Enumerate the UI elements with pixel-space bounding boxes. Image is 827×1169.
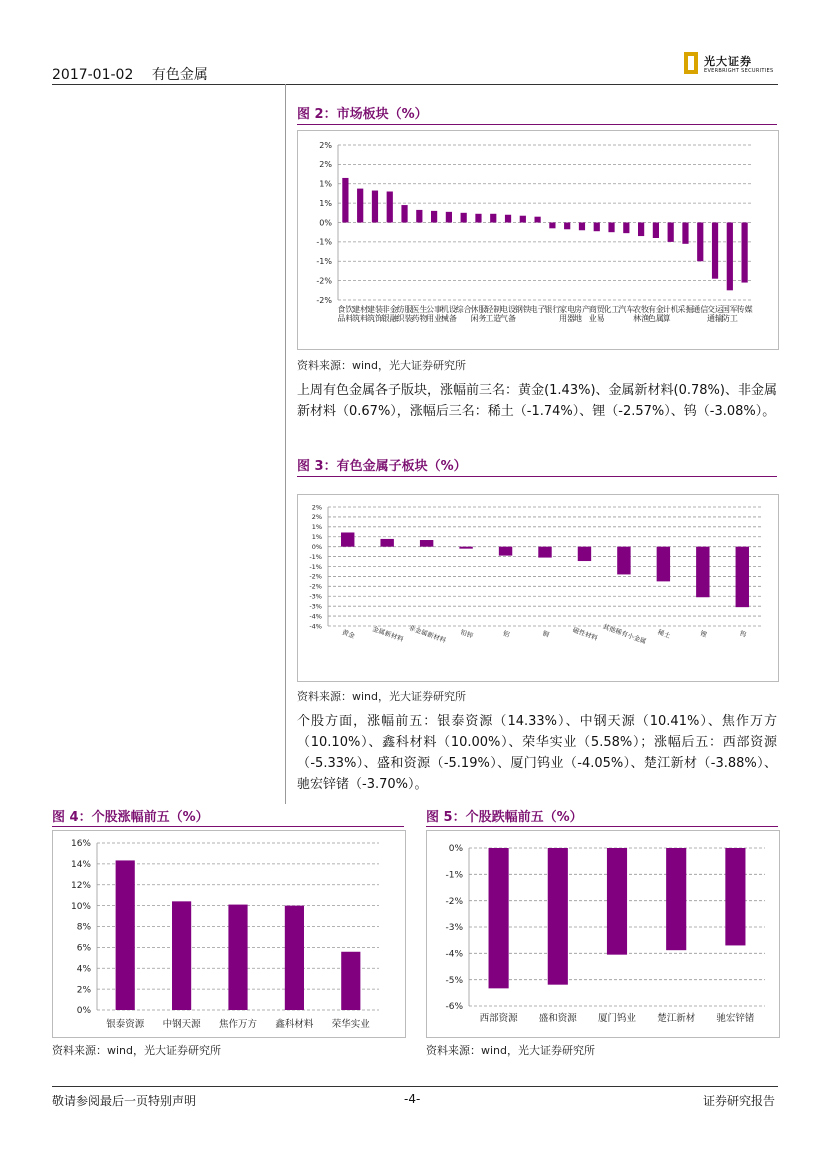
bar bbox=[420, 540, 433, 547]
bar bbox=[341, 532, 354, 546]
bar bbox=[228, 905, 247, 1010]
logo-icon bbox=[684, 52, 698, 74]
x-tick-label bbox=[441, 304, 457, 323]
svg-text:农林牧渔: 农林牧渔 bbox=[633, 305, 650, 323]
bar bbox=[431, 211, 437, 223]
x-tick-label: 银泰资源 bbox=[106, 1019, 145, 1030]
bar bbox=[490, 214, 496, 223]
fig3-title: 图 3：有色金属子板块（%） bbox=[297, 459, 467, 474]
bar bbox=[416, 210, 422, 223]
y-tick-label: -1% bbox=[309, 552, 322, 561]
svg-text:纺织服装: 纺织服装 bbox=[396, 305, 413, 323]
bar bbox=[657, 547, 670, 582]
footer-disclaimer: 敬请参阅最后一页特别声明 bbox=[52, 1094, 197, 1108]
x-tick-label bbox=[397, 304, 413, 323]
paragraph-subsectors: 上周有色金属各子版块，涨幅前三名：黄金(1.43%)、金属新材料(0.78%)、非金属新材料（0.67%），涨幅后三名：稀土（-1.74%）、锂（-2.57%）、钨（-3.08%）。 bbox=[297, 383, 777, 419]
x-tick-label: 楚江新材 bbox=[657, 1013, 696, 1024]
bar bbox=[725, 848, 745, 945]
svg-text:家用电器: 家用电器 bbox=[559, 305, 576, 323]
y-tick-label: 1% bbox=[311, 533, 322, 542]
bar bbox=[499, 547, 512, 556]
fig3-source: 资料来源：wind，光大证券研究所 bbox=[297, 690, 467, 703]
x-tick-label: 黄金 bbox=[340, 628, 356, 641]
bar bbox=[548, 848, 568, 985]
y-tick-label: -2% bbox=[316, 295, 332, 305]
bar bbox=[697, 223, 703, 262]
logo-en-text: EVERBRIGHT SECURITIES bbox=[704, 68, 774, 74]
x-tick-label bbox=[574, 304, 590, 323]
y-tick-label: 1% bbox=[311, 523, 322, 532]
y-tick-label: -5% bbox=[445, 975, 463, 986]
y-tick-label: -4% bbox=[309, 612, 322, 621]
x-tick-label bbox=[677, 304, 693, 314]
svg-text:建筑材料: 建筑材料 bbox=[352, 305, 369, 323]
y-tick-label: 2% bbox=[319, 140, 332, 150]
y-tick-label: 12% bbox=[70, 880, 91, 891]
svg-text:建筑装饰: 建筑装饰 bbox=[366, 305, 383, 323]
x-tick-label bbox=[559, 304, 575, 323]
x-tick-label bbox=[352, 304, 368, 323]
svg-text:汽车: 汽车 bbox=[618, 305, 635, 314]
x-tick-label: 鑫科材料 bbox=[275, 1019, 314, 1030]
fig2-chart bbox=[298, 131, 778, 349]
page-header bbox=[52, 64, 222, 84]
logo-cn-text: 光大证券 bbox=[704, 55, 752, 68]
y-tick-label: -3% bbox=[309, 602, 322, 611]
bar bbox=[608, 223, 614, 233]
y-tick-label: 2% bbox=[319, 160, 332, 170]
x-tick-label: 非金属新材料 bbox=[407, 623, 448, 645]
bar bbox=[579, 223, 585, 231]
x-tick-label bbox=[470, 304, 486, 323]
x-tick-label bbox=[633, 304, 649, 323]
bar bbox=[446, 212, 452, 223]
x-tick-label bbox=[367, 304, 383, 323]
y-tick-label: -1% bbox=[445, 870, 463, 881]
bar bbox=[696, 547, 709, 598]
x-tick-label bbox=[411, 304, 427, 323]
svg-text:机械设备: 机械设备 bbox=[440, 305, 457, 323]
y-tick-label: -4% bbox=[309, 622, 322, 631]
bar bbox=[116, 860, 135, 1010]
svg-text:电气设备: 电气设备 bbox=[500, 305, 517, 323]
x-tick-label bbox=[500, 304, 516, 323]
footer-divider bbox=[52, 1086, 778, 1087]
bar bbox=[549, 223, 555, 229]
svg-text:食品饮料: 食品饮料 bbox=[337, 305, 354, 323]
y-tick-label: 8% bbox=[76, 922, 91, 933]
bar bbox=[172, 901, 191, 1010]
x-tick-label bbox=[663, 304, 679, 323]
y-tick-label: 1% bbox=[319, 179, 332, 189]
y-tick-label: 1% bbox=[319, 198, 332, 208]
bar bbox=[538, 547, 551, 558]
company-logo bbox=[684, 52, 784, 78]
svg-text:国防军工: 国防军工 bbox=[721, 305, 738, 323]
x-tick-label: 稀土 bbox=[656, 628, 672, 641]
bar bbox=[489, 848, 509, 988]
sector-name: 有色金属 bbox=[151, 67, 208, 83]
y-tick-label: 0% bbox=[76, 1006, 91, 1017]
bar bbox=[535, 217, 541, 223]
bar bbox=[564, 223, 570, 230]
y-tick-label: 2% bbox=[311, 513, 322, 522]
bar bbox=[666, 848, 686, 950]
x-tick-label: 锂 bbox=[699, 629, 708, 639]
y-tick-label: -2% bbox=[445, 896, 463, 907]
x-tick-label bbox=[544, 304, 560, 314]
svg-text:综合: 综合 bbox=[455, 305, 472, 314]
y-tick-label: -1% bbox=[316, 257, 332, 267]
bar bbox=[342, 178, 348, 223]
svg-text:通信: 通信 bbox=[692, 305, 709, 314]
bar bbox=[459, 547, 472, 549]
x-tick-label bbox=[426, 304, 442, 323]
report-date: 2017-01-02 bbox=[52, 67, 134, 83]
bar bbox=[401, 205, 407, 222]
bar bbox=[372, 191, 378, 223]
svg-text:化工: 化工 bbox=[603, 305, 620, 314]
y-tick-label: -3% bbox=[445, 923, 463, 934]
bar bbox=[653, 223, 659, 239]
y-tick-label: -2% bbox=[316, 276, 332, 286]
x-tick-label: 铜 bbox=[541, 629, 551, 639]
y-tick-label: 2% bbox=[311, 503, 322, 512]
x-tick-label: 焦作万方 bbox=[218, 1019, 258, 1030]
x-tick-label bbox=[648, 304, 664, 323]
bar bbox=[682, 223, 688, 244]
x-tick-label: 钨 bbox=[738, 629, 748, 639]
y-tick-label: 14% bbox=[70, 860, 91, 871]
x-tick-label: 驰宏锌锗 bbox=[716, 1013, 755, 1024]
bar bbox=[617, 547, 630, 575]
fig2-chart-frame bbox=[297, 130, 779, 350]
bar bbox=[623, 223, 629, 234]
fig2-title-rule bbox=[297, 124, 777, 125]
svg-text:商业贸易: 商业贸易 bbox=[588, 305, 605, 323]
x-tick-label: 磁性材料 bbox=[571, 625, 599, 643]
page-number: -4- bbox=[404, 1092, 421, 1106]
x-tick-label bbox=[604, 304, 620, 314]
y-tick-label: -2% bbox=[309, 572, 322, 581]
fig5-chart bbox=[427, 831, 779, 1037]
svg-text:传媒: 传媒 bbox=[736, 305, 753, 314]
svg-text:休闲服务: 休闲服务 bbox=[470, 305, 487, 323]
y-tick-label: -2% bbox=[309, 582, 322, 591]
x-tick-label bbox=[692, 304, 708, 314]
bar bbox=[578, 547, 591, 561]
x-tick-label: 金属新材料 bbox=[371, 624, 405, 644]
x-tick-label bbox=[530, 304, 546, 314]
bar bbox=[736, 547, 749, 607]
fig4-source: 资料来源：wind，光大证券研究所 bbox=[52, 1044, 222, 1057]
fig4-title: 图 4：个股涨幅前五（%） bbox=[52, 810, 209, 825]
fig5-title: 图 5：个股跌幅前五（%） bbox=[426, 810, 583, 825]
bar bbox=[607, 848, 627, 955]
fig3-chart bbox=[298, 495, 778, 681]
x-tick-label bbox=[737, 304, 753, 314]
bar bbox=[668, 223, 674, 242]
y-tick-label: -4% bbox=[445, 949, 463, 960]
header-divider bbox=[52, 84, 778, 85]
x-tick-label: 盛和资源 bbox=[538, 1013, 577, 1024]
bar bbox=[594, 223, 600, 232]
svg-text:轻工制造: 轻工制造 bbox=[485, 305, 502, 323]
bar bbox=[387, 192, 393, 223]
bar bbox=[341, 952, 360, 1010]
fig2-title: 图 2：市场板块（%） bbox=[297, 107, 428, 122]
bar bbox=[742, 223, 748, 283]
x-tick-label: 西部资源 bbox=[479, 1013, 518, 1024]
svg-text:电子: 电子 bbox=[529, 305, 546, 314]
svg-text:有色金属: 有色金属 bbox=[647, 305, 664, 323]
y-tick-label: -3% bbox=[309, 592, 322, 601]
bar bbox=[357, 189, 363, 223]
y-tick-label: 0% bbox=[311, 542, 322, 551]
svg-text:银行: 银行 bbox=[544, 305, 561, 314]
bar bbox=[285, 906, 304, 1010]
fig4-chart bbox=[53, 831, 405, 1037]
bar bbox=[380, 539, 393, 547]
fig5-chart-frame bbox=[426, 830, 780, 1038]
y-tick-label: 0% bbox=[319, 218, 332, 228]
y-tick-label: 16% bbox=[70, 839, 91, 850]
y-tick-label: 6% bbox=[76, 943, 91, 954]
y-tick-label: 4% bbox=[76, 964, 91, 975]
fig2-source: 资料来源：wind，光大证券研究所 bbox=[297, 359, 467, 372]
bar bbox=[712, 223, 718, 279]
fig5-title-rule bbox=[426, 826, 778, 827]
svg-text:非银金融: 非银金融 bbox=[381, 305, 398, 323]
svg-text:公用事业: 公用事业 bbox=[426, 305, 443, 323]
y-tick-label: 2% bbox=[76, 985, 91, 996]
svg-text:房地产: 房地产 bbox=[573, 305, 590, 323]
y-tick-label: 0% bbox=[448, 844, 463, 855]
bar bbox=[638, 223, 644, 237]
x-tick-label: 中钢天源 bbox=[162, 1019, 201, 1030]
y-tick-label: -6% bbox=[445, 1002, 463, 1013]
fig4-title-rule bbox=[52, 826, 404, 827]
fig4-chart-frame bbox=[52, 830, 406, 1038]
x-tick-label bbox=[722, 305, 738, 323]
y-tick-label: -1% bbox=[316, 237, 332, 247]
x-tick-label bbox=[515, 304, 531, 314]
bar bbox=[505, 215, 511, 223]
y-tick-label: 10% bbox=[70, 901, 91, 912]
svg-text:计算机: 计算机 bbox=[662, 305, 679, 323]
x-tick-label: 厦门钨业 bbox=[597, 1013, 637, 1024]
svg-text:采掘: 采掘 bbox=[677, 305, 694, 314]
svg-text:交通运输: 交通运输 bbox=[707, 305, 724, 323]
fig3-chart-frame bbox=[297, 494, 779, 682]
x-tick-label: 其他稀有小金属 bbox=[601, 622, 648, 646]
x-tick-label: 铝 bbox=[501, 629, 511, 639]
bar bbox=[475, 214, 481, 223]
x-tick-label: 荣华实业 bbox=[331, 1019, 370, 1030]
svg-text:钢铁: 钢铁 bbox=[514, 305, 531, 314]
y-tick-label: -1% bbox=[309, 562, 322, 571]
bar bbox=[727, 223, 733, 291]
bar bbox=[520, 216, 526, 223]
x-tick-label bbox=[337, 304, 353, 323]
x-tick-label bbox=[456, 304, 472, 314]
paragraph-stocks: 个股方面，涨幅前五：银泰资源（14.33%）、中钢天源（10.41%）、焦作万方（10.10%）、鑫科材料（10.00%）、荣华实业（5.58%）；涨幅后五：西部资源（-5.33%）、盛和资源（-5.19%）、厦门钨业（-4.05%）、楚江新材（-3.88%）、驰宏锌锗（-3.70%）。 bbox=[297, 714, 777, 792]
footer-report-type: 证券研究报告 bbox=[703, 1094, 776, 1108]
bar bbox=[461, 213, 467, 223]
x-tick-label bbox=[485, 304, 501, 323]
fig5-source: 资料来源：wind，光大证券研究所 bbox=[426, 1044, 596, 1057]
x-tick-label bbox=[618, 304, 634, 314]
fig3-title-rule bbox=[297, 476, 777, 477]
svg-text:医药生物: 医药生物 bbox=[411, 305, 428, 323]
x-tick-label: 铅锌 bbox=[459, 628, 475, 641]
column-divider bbox=[285, 84, 286, 804]
